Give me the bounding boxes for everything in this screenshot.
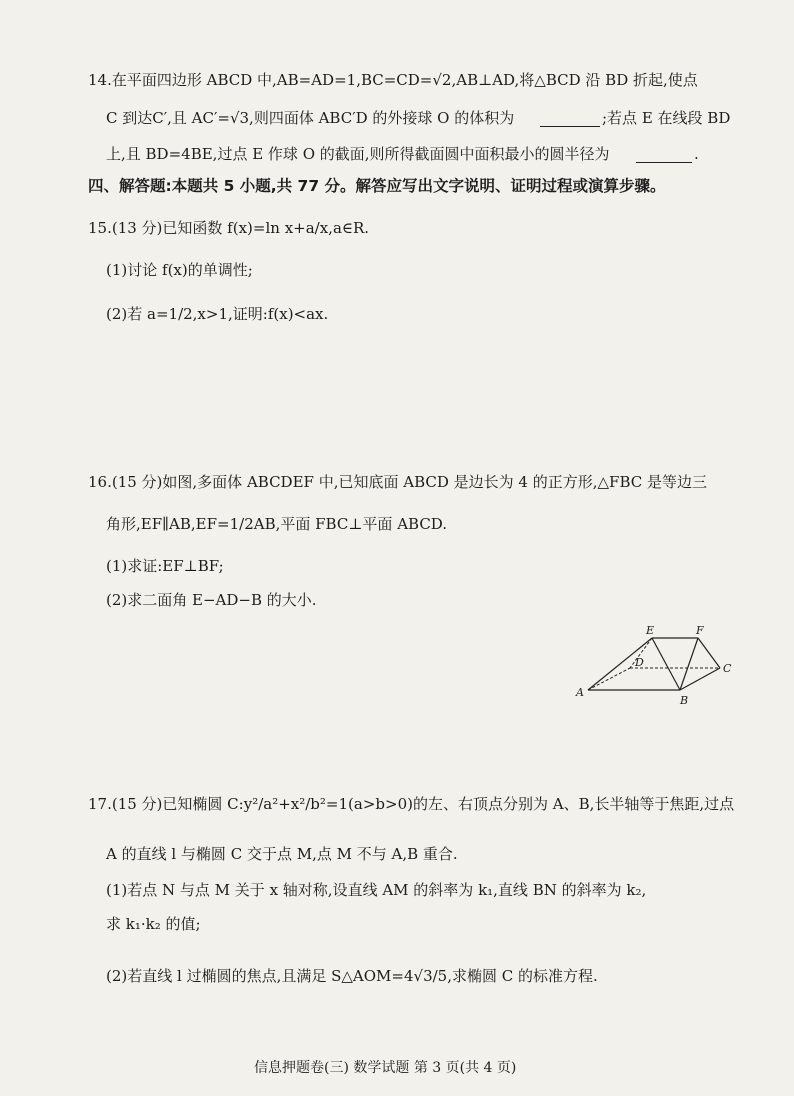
q14-line3-text: 上,且 BD=4BE,过点 E 作球 O 的截面,则所得截面圆中面积最小的圆半径为 — [106, 145, 610, 163]
q16-line2 — [0, 510, 794, 538]
q17-line1-text: 17.(15 分)已知椭圆 C:y²/a²+x²/b²=1(a>b>0)的左、右顶点分别为 A、B,长半轴等于焦距,过点 — [88, 795, 735, 813]
page-footer-text: 信息押题卷(三) 数学试题 第 3 页(共 4 页) — [254, 1060, 517, 1076]
label-B: B — [680, 694, 689, 707]
q14-line1 — [0, 66, 794, 94]
q16-line1 — [0, 468, 794, 496]
q15-stem — [0, 214, 794, 242]
q17-part2 — [0, 962, 794, 990]
q14-blank-1 — [540, 126, 600, 127]
q15-part2-text: (2)若 a=1/2,x>1,证明:f(x)<ax. — [106, 305, 329, 323]
q16-part2 — [0, 586, 794, 614]
q16-part1 — [0, 552, 794, 580]
label-E: E — [646, 624, 655, 637]
label-C: C — [723, 662, 732, 675]
q15-part2 — [0, 300, 794, 328]
q14-line2-tail: ;若点 E 在线段 BD — [602, 109, 731, 127]
q14-line1-text: 14.在平面四边形 ABCD 中,AB=AD=1,BC=CD=√2,AB⊥AD,将△BCD 沿 BD 折起,使点 — [88, 71, 698, 89]
edge-AD — [588, 668, 630, 690]
q17-line2-text: A 的直线 l 与椭圆 C 交于点 M,点 M 不与 A,B 重合. — [106, 845, 458, 863]
q17-part1a — [0, 876, 794, 904]
q17-part1a-text: (1)若点 N 与点 M 关于 x 轴对称,设直线 AM 的斜率为 k₁,直线 BN 的斜率为 k₂, — [106, 881, 647, 899]
label-F: F — [696, 624, 704, 637]
section-heading-text: 四、解答题:本题共 5 小题,共 77 分。解答应写出文字说明、证明过程或演算步骤。 — [88, 177, 666, 195]
q17-part2-text: (2)若直线 l 过椭圆的焦点,且满足 S△AOM=4√3/5,求椭圆 C 的标准方程. — [106, 967, 598, 985]
q14-blank-2 — [636, 162, 692, 163]
q17-line2 — [0, 840, 794, 868]
section-heading — [0, 172, 794, 200]
q17-part1b — [0, 910, 794, 938]
q16-part1-text: (1)求证:EF⊥BF; — [106, 557, 224, 575]
q15-part1-text: (1)讨论 f(x)的单调性; — [106, 261, 253, 279]
page-footer — [0, 1054, 794, 1082]
q14-line3-tail: . — [694, 145, 699, 163]
label-A: A — [576, 686, 584, 699]
q14-line3 — [0, 140, 794, 168]
q15-stem-text: 15.(13 分)已知函数 f(x)=ln x+a/x,a∈R. — [88, 219, 370, 237]
edge-EB — [652, 638, 680, 690]
edge-CF — [698, 638, 720, 668]
q16-polyhedron-figure — [560, 620, 750, 710]
q17-line1 — [0, 790, 794, 818]
label-D: D — [635, 656, 644, 669]
q17-part1b-text: 求 k₁·k₂ 的值; — [106, 915, 201, 933]
q14-line2-text: C 到达C′,且 AC′=√3,则四面体 ABC′D 的外接球 O 的体积为 — [106, 109, 515, 127]
q15-part1 — [0, 256, 794, 284]
q14-line2 — [0, 104, 794, 132]
q16-line1-text: 16.(15 分)如图,多面体 ABCDEF 中,已知底面 ABCD 是边长为 4 的正方形,△FBC 是等边三 — [88, 473, 707, 491]
q16-line2-text: 角形,EF∥AB,EF=1/2AB,平面 FBC⊥平面 ABCD. — [106, 515, 448, 533]
q16-part2-text: (2)求二面角 E−AD−B 的大小. — [106, 591, 317, 609]
